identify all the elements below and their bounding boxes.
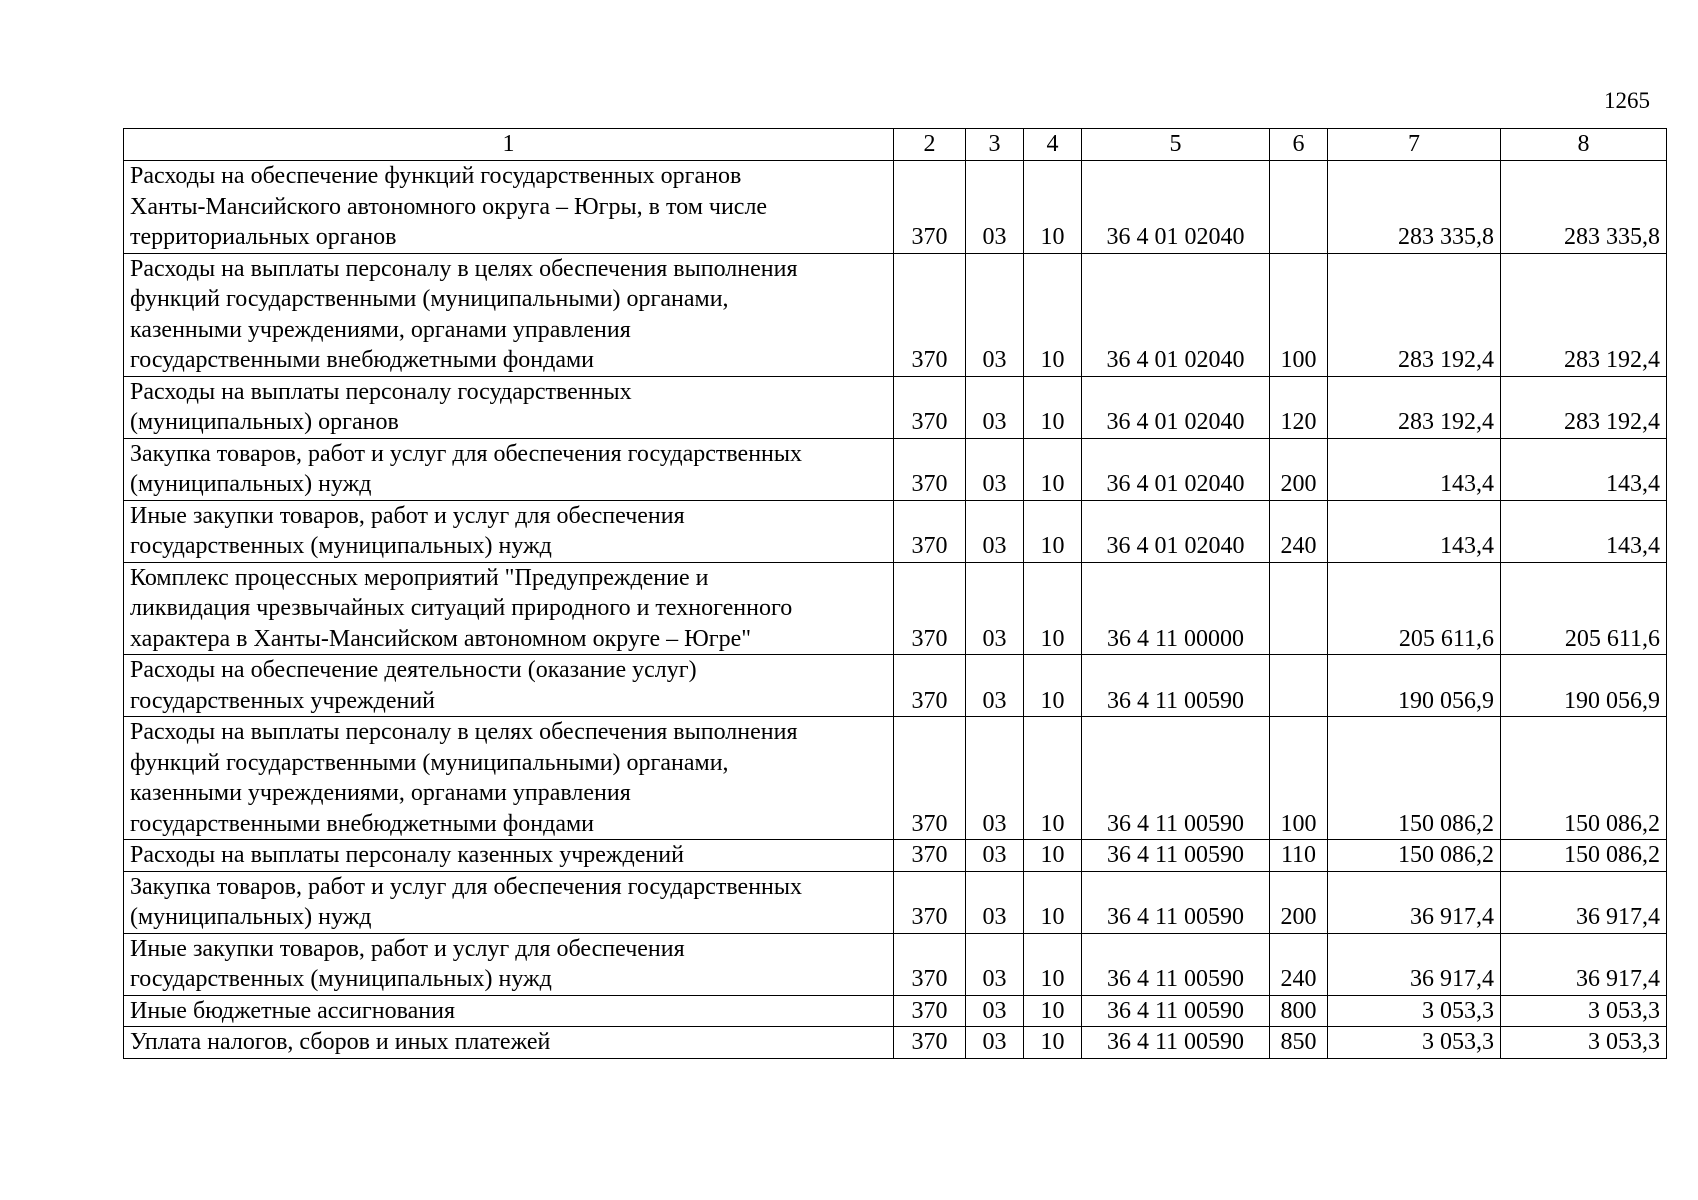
header-row — [124, 129, 1667, 161]
header-cell: 2 — [894, 129, 966, 161]
row-name-cell — [124, 376, 894, 438]
row-name-line: Расходы на выплаты персоналу государственных — [130, 378, 632, 405]
target-article-cell: 36 4 01 02040 — [1082, 253, 1270, 376]
header-cell: 4 — [1024, 129, 1082, 161]
row-name-line: функций государственными (муниципальными) органами, — [130, 286, 729, 312]
subsection-cell: 10 — [1024, 253, 1082, 376]
row-name-line: Комплекс процессных мероприятий "Предупреждение и — [130, 564, 709, 591]
amount-cell: 143,4 — [1328, 500, 1501, 562]
row-name-cell — [124, 840, 894, 872]
row-name-line: (муниципальных) органов — [130, 409, 399, 435]
admin-code-cell: 370 — [894, 655, 966, 717]
header-cell: 8 — [1501, 129, 1667, 161]
row-name-cell — [124, 871, 894, 933]
subsection-cell: 10 — [1024, 871, 1082, 933]
table-row — [124, 161, 1667, 254]
subsection-cell: 10 — [1024, 933, 1082, 995]
section-cell: 03 — [966, 161, 1024, 254]
subsection-cell: 10 — [1024, 840, 1082, 872]
amount-cell: 3 053,3 — [1501, 1027, 1667, 1059]
table-row — [124, 1027, 1667, 1059]
amount-cell: 3 053,3 — [1328, 1027, 1501, 1059]
row-name-cell — [124, 500, 894, 562]
amount-cell: 143,4 — [1328, 438, 1501, 500]
row-name-line: государственных учреждений — [130, 687, 436, 714]
page-number: 1265 — [1604, 88, 1650, 113]
admin-code-cell: 370 — [894, 871, 966, 933]
target-article-cell: 36 4 11 00000 — [1082, 562, 1270, 655]
row-name-cell — [124, 1027, 894, 1059]
amount-cell: 190 056,9 — [1328, 655, 1501, 717]
row-name-line: Иные бюджетные ассигнования — [130, 997, 455, 1024]
row-name-line: государственными внебюджетными фондами — [130, 347, 595, 373]
row-name-line: (муниципальных) нужд — [130, 904, 372, 930]
row-name-line: Закупка товаров, работ и услуг для обеспечения государственных — [130, 873, 803, 900]
row-name-cell — [124, 995, 894, 1027]
row-name-cell — [124, 161, 894, 254]
admin-code-cell: 370 — [894, 161, 966, 254]
amount-cell: 283 192,4 — [1328, 376, 1501, 438]
amount-cell: 283 192,4 — [1328, 253, 1501, 376]
row-name-line: ликвидация чрезвычайных ситуаций природного и техногенного — [130, 595, 793, 621]
expense-type-cell: 850 — [1270, 1027, 1328, 1059]
row-name-line: Расходы на выплаты персоналу в целях обеспечения выполнения — [130, 255, 798, 282]
admin-code-cell: 370 — [894, 995, 966, 1027]
amount-cell: 150 086,2 — [1501, 840, 1667, 872]
row-name-line: характера в Ханты-Мансийском автономном округе – Югре" — [130, 625, 752, 652]
table-row — [124, 871, 1667, 933]
target-article-cell: 36 4 11 00590 — [1082, 933, 1270, 995]
table-row — [124, 500, 1667, 562]
section-cell: 03 — [966, 933, 1024, 995]
admin-code-cell: 370 — [894, 717, 966, 840]
header-cell: 5 — [1082, 129, 1270, 161]
target-article-cell: 36 4 11 00590 — [1082, 995, 1270, 1027]
amount-cell: 36 917,4 — [1328, 871, 1501, 933]
target-article-cell: 36 4 11 00590 — [1082, 1027, 1270, 1059]
section-cell: 03 — [966, 840, 1024, 872]
target-article-cell: 36 4 11 00590 — [1082, 871, 1270, 933]
row-name-line: Закупка товаров, работ и услуг для обеспечения государственных — [130, 440, 803, 467]
subsection-cell: 10 — [1024, 1027, 1082, 1059]
subsection-cell: 10 — [1024, 376, 1082, 438]
admin-code-cell: 370 — [894, 438, 966, 500]
table-row — [124, 376, 1667, 438]
amount-cell: 143,4 — [1501, 500, 1667, 562]
amount-cell: 3 053,3 — [1328, 995, 1501, 1027]
target-article-cell: 36 4 01 02040 — [1082, 376, 1270, 438]
amount-cell: 143,4 — [1501, 438, 1667, 500]
table-row — [124, 840, 1667, 872]
row-name-cell — [124, 253, 894, 376]
table-row — [124, 717, 1667, 840]
section-cell: 03 — [966, 717, 1024, 840]
row-name-cell — [124, 717, 894, 840]
subsection-cell: 10 — [1024, 995, 1082, 1027]
row-name-line: Уплата налогов, сборов и иных платежей — [130, 1029, 551, 1055]
header-cell: 3 — [966, 129, 1024, 161]
target-article-cell: 36 4 11 00590 — [1082, 655, 1270, 717]
amount-cell: 36 917,4 — [1501, 871, 1667, 933]
section-cell: 03 — [966, 871, 1024, 933]
amount-cell: 150 086,2 — [1328, 840, 1501, 872]
header-cell: 7 — [1328, 129, 1501, 161]
section-cell: 03 — [966, 995, 1024, 1027]
subsection-cell: 10 — [1024, 562, 1082, 655]
table-row — [124, 438, 1667, 500]
row-name-line: функций государственными (муниципальными) органами, — [130, 749, 729, 776]
row-name-cell — [124, 933, 894, 995]
row-name-cell — [124, 562, 894, 655]
section-cell: 03 — [966, 655, 1024, 717]
expense-type-cell: 200 — [1270, 438, 1328, 500]
row-name-line: (муниципальных) нужд — [130, 471, 372, 497]
expense-type-cell: 100 — [1270, 717, 1328, 840]
row-name-line: Расходы на выплаты персоналу в целях обеспечения выполнения — [130, 719, 798, 745]
subsection-cell: 10 — [1024, 655, 1082, 717]
table-row — [124, 995, 1667, 1027]
admin-code-cell: 370 — [894, 840, 966, 872]
amount-cell: 3 053,3 — [1501, 995, 1667, 1027]
section-cell: 03 — [966, 562, 1024, 655]
subsection-cell: 10 — [1024, 717, 1082, 840]
amount-cell: 205 611,6 — [1501, 562, 1667, 655]
section-cell: 03 — [966, 253, 1024, 376]
target-article-cell: 36 4 01 02040 — [1082, 161, 1270, 254]
admin-code-cell: 370 — [894, 562, 966, 655]
expense-type-cell: 120 — [1270, 376, 1328, 438]
table-body — [124, 161, 1667, 1059]
row-name-line: Расходы на обеспечение функций государственных органов — [130, 163, 742, 189]
subsection-cell: 10 — [1024, 161, 1082, 254]
admin-code-cell: 370 — [894, 933, 966, 995]
amount-cell: 283 335,8 — [1501, 161, 1667, 254]
row-name-line: Расходы на обеспечение деятельности (оказание услуг) — [130, 657, 697, 683]
row-name-line: Иные закупки товаров, работ и услуг для обеспечения — [130, 502, 685, 529]
row-name-line: Расходы на выплаты персоналу казенных учреждений — [130, 842, 684, 868]
table-row — [124, 562, 1667, 655]
subsection-cell: 10 — [1024, 500, 1082, 562]
header-cell: 6 — [1270, 129, 1328, 161]
target-article-cell: 36 4 01 02040 — [1082, 500, 1270, 562]
expense-type-cell: 240 — [1270, 933, 1328, 995]
admin-code-cell: 370 — [894, 500, 966, 562]
amount-cell: 36 917,4 — [1501, 933, 1667, 995]
admin-code-cell: 370 — [894, 253, 966, 376]
admin-code-cell: 370 — [894, 1027, 966, 1059]
subsection-cell: 10 — [1024, 438, 1082, 500]
row-name-line: государственными внебюджетными фондами — [130, 810, 595, 837]
target-article-cell: 36 4 11 00590 — [1082, 717, 1270, 840]
target-article-cell: 36 4 11 00590 — [1082, 840, 1270, 872]
row-name-line: территориальных органов — [130, 224, 397, 250]
row-name-line: государственных (муниципальных) нужд — [130, 533, 552, 559]
expense-type-cell — [1270, 655, 1328, 717]
row-name-line: Иные закупки товаров, работ и услуг для обеспечения — [130, 935, 685, 962]
admin-code-cell: 370 — [894, 376, 966, 438]
section-cell: 03 — [966, 500, 1024, 562]
row-name-line: казенными учреждениями, органами управления — [130, 780, 631, 806]
amount-cell: 36 917,4 — [1328, 933, 1501, 995]
amount-cell: 150 086,2 — [1328, 717, 1501, 840]
table-row — [124, 933, 1667, 995]
expense-type-cell: 110 — [1270, 840, 1328, 872]
expense-type-cell: 200 — [1270, 871, 1328, 933]
amount-cell: 283 335,8 — [1328, 161, 1501, 254]
expense-type-cell — [1270, 161, 1328, 254]
section-cell: 03 — [966, 438, 1024, 500]
row-name-cell — [124, 438, 894, 500]
expense-type-cell: 800 — [1270, 995, 1328, 1027]
amount-cell: 283 192,4 — [1501, 253, 1667, 376]
section-cell: 03 — [966, 376, 1024, 438]
expense-type-cell: 100 — [1270, 253, 1328, 376]
table-row — [124, 655, 1667, 717]
target-article-cell: 36 4 01 02040 — [1082, 438, 1270, 500]
expense-type-cell: 240 — [1270, 500, 1328, 562]
amount-cell: 205 611,6 — [1328, 562, 1501, 655]
amount-cell: 190 056,9 — [1501, 655, 1667, 717]
row-name-line: государственных (муниципальных) нужд — [130, 966, 552, 992]
row-name-cell — [124, 655, 894, 717]
header-cell: 1 — [124, 129, 894, 161]
amount-cell: 283 192,4 — [1501, 376, 1667, 438]
row-name-line: Ханты-Мансийского автономного округа – Югры, в том числе — [130, 193, 768, 220]
table-row — [124, 253, 1667, 376]
budget-table — [123, 128, 1667, 1059]
expense-type-cell — [1270, 562, 1328, 655]
section-cell: 03 — [966, 1027, 1024, 1059]
row-name-line: казенными учреждениями, органами управления — [130, 316, 631, 343]
amount-cell: 150 086,2 — [1501, 717, 1667, 840]
